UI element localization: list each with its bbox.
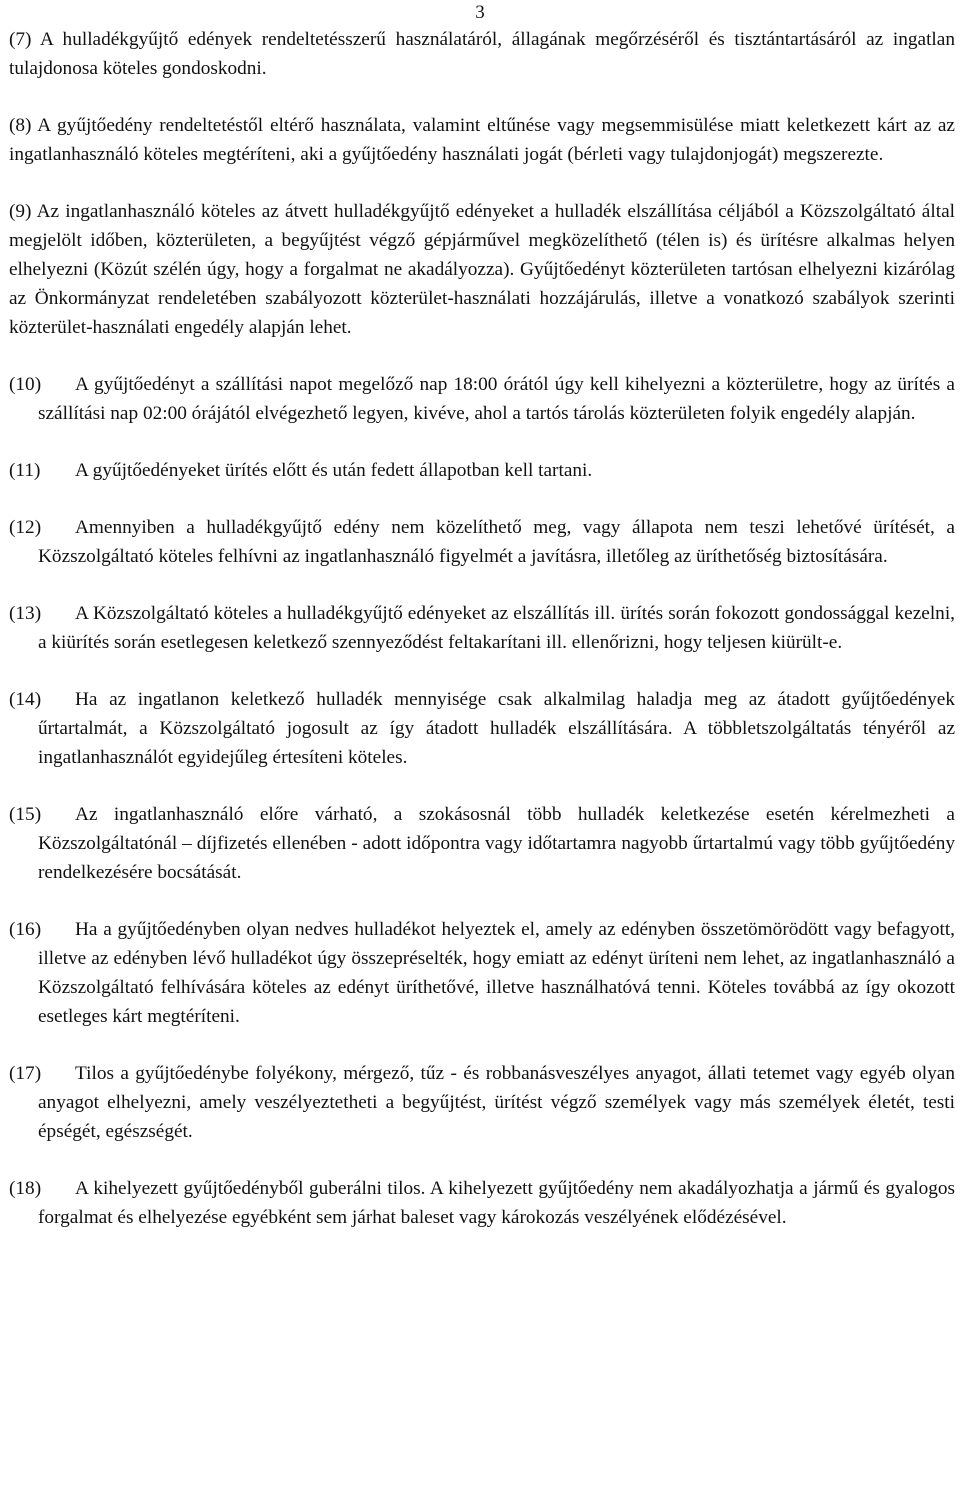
paragraph-text: Tilos a gyűjtőedénybe folyékony, mérgező, tűz - és robbanásveszélyes anyagot, állati tetemet vagy egyéb olyan anyagot elhelyezni, amely veszélyeztetheti a begyűjtést, ürítést végző személyek vagy más személyek életét, testi épségét, egészségét.	[38, 1063, 955, 1142]
paragraph-10	[9, 370, 955, 428]
paragraph-number: (13)	[9, 603, 42, 624]
paragraph-number: (16)	[9, 919, 42, 940]
paragraph-text: A kihelyezett gyűjtőedényből guberálni tilos. A kihelyezett gyűjtőedény nem akadályozhatja a jármű és gyalogos forgalmat és elhelyezése egyébként sem járhat baleset vagy károkozás veszélyének elődézésével.	[38, 1178, 955, 1228]
paragraph-number: (12)	[9, 517, 42, 538]
paragraph-16	[9, 915, 955, 1031]
paragraph-14	[9, 685, 955, 772]
paragraph-11	[9, 456, 955, 485]
paragraph-17	[9, 1059, 955, 1146]
paragraph-text: Ha a gyűjtőedényben olyan nedves hulladékot helyeztek el, amely az edényben összetömörödött vagy befagyott, illetve az edényben lévő hulladékot úgy összepréselték, hogy emiatt az edényt üríteni nem lehet, az ingatlanhasználó a Közszolgáltató felhívására köteles az edényt üríthetővé, illetve használhatóvá tenni. Köteles továbbá az így okozott esetleges kárt megtéríteni.	[38, 919, 955, 1027]
paragraph-8: (8) A gyűjtőedény rendeltetéstől eltérő használata, valamint eltűnése vagy megsemmisülése miatt keletkezett kárt az az ingatlanhasználó köteles megtéríteni, aki a gyűjtőedény használati jogát (bérleti vagy tulajdonjogát) megszerezte.	[9, 115, 955, 165]
paragraph-number: (11)	[9, 460, 41, 481]
paragraph-12	[9, 513, 955, 571]
paragraph-7: (7) A hulladékgyűjtő edények rendeltetésszerű használatáról, állagának megőrzéséről és tisztántartásáról az ingatlan tulajdonosa köteles gondoskodni.	[9, 29, 955, 79]
paragraph-number: (18)	[9, 1178, 42, 1199]
paragraph-15	[9, 800, 955, 887]
paragraph-text: Amennyiben a hulladékgyűjtő edény nem közelíthető meg, vagy állapota nem teszi lehetővé ürítését, a Közszolgáltató köteles felhívni az ingatlanhasználó figyelmét a javításra, illetőleg az üríthetőség biztosítására.	[38, 517, 955, 567]
paragraph-number: (17)	[9, 1063, 42, 1084]
paragraph-text: A gyűjtőedényeket ürítés előtt és után fedett állapotban kell tartani.	[75, 460, 593, 481]
document-body	[9, 25, 955, 1260]
paragraph-number: (14)	[9, 689, 42, 710]
paragraph-number: (15)	[9, 804, 42, 825]
page-number: 3	[475, 2, 485, 23]
paragraph-text: Ha az ingatlanon keletkező hulladék mennyisége csak alkalmilag haladja meg az átadott gyűjtőedények űrtartalmát, a Közszolgáltató jogosult az így átadott hulladék elszállítására. A többletszolgáltatás tényéről az ingatlanhasználót egyidejűleg értesíteni köteles.	[38, 689, 955, 768]
paragraph-9: (9) Az ingatlanhasználó köteles az átvett hulladékgyűjtő edényeket a hulladék elszállítása céljából a Közszolgáltató által megjelölt időben, közterületen, a begyűjtést végző gépjárművel megközelíthető (télen is) és ürítésre alkalmas helyen elhelyezni (Közút szélén úgy, hogy a forgalmat ne akadályozza). Gyűjtőedényt közterületen tartósan elhelyezni kizárólag az Önkormányzat rendeletében szabályozott közterület-használati hozzájárulás, illetve a vonatkozó szabályok szerinti közterület-használati engedély alapján lehet.	[9, 201, 955, 338]
paragraph-text: Az ingatlanhasználó előre várható, a szokásosnál több hulladék keletkezése esetén kérelmezheti a Közszolgáltatónál – díjfizetés ellenében - adott időpontra vagy időtartamra nagyobb űrtartalmú vagy több gyűjtőedény rendelkezésére bocsátását.	[38, 804, 955, 883]
paragraph-text: A Közszolgáltató köteles a hulladékgyűjtő edényeket az elszállítás ill. ürítés során fokozott gondossággal kezelni, a kiürítés során esetlegesen keletkező szennyeződést feltakarítani ill. ellenőrizni, hogy teljesen kiürült-e.	[38, 603, 955, 653]
paragraph-number: (10)	[9, 374, 42, 395]
paragraph-13	[9, 599, 955, 657]
paragraph-text: A gyűjtőedényt a szállítási napot megelőző nap 18:00 órától úgy kell kihelyezni a közterületre, hogy az ürítés a szállítási nap 02:00 órájától elvégezhető legyen, kivéve, ahol a tartós tárolás közterületen folyik engedély alapján.	[38, 374, 955, 424]
paragraph-18	[9, 1174, 955, 1232]
